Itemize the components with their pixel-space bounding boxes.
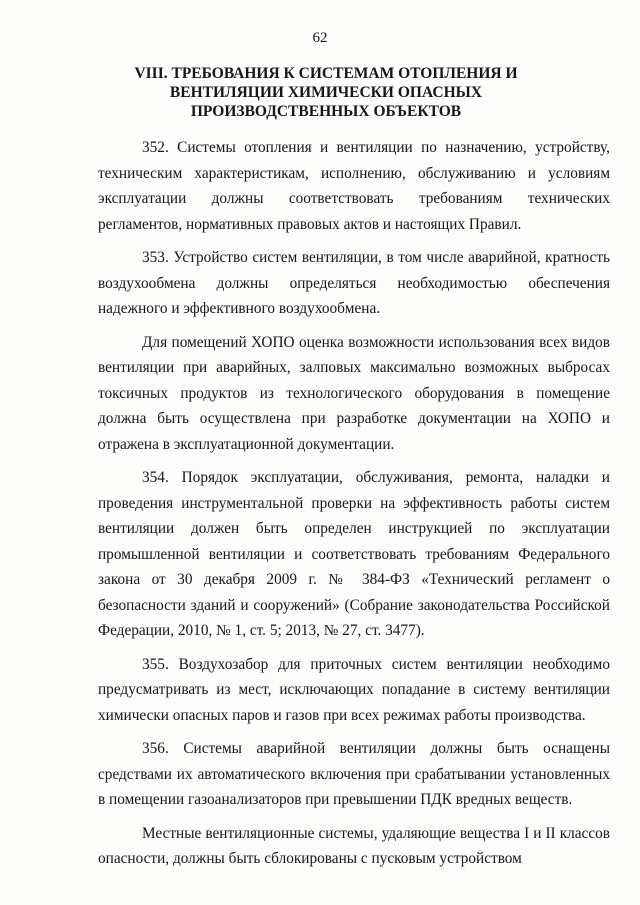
- section-heading: [96, 64, 556, 121]
- paragraph-354: 354. Порядок эксплуатации, обслуживания, ремонта, наладки и проведения инструментальной проверки на эффективность работы систем вентиляции должен быть определен инструкцией по эксплуатации промышленной вентиляции и соответствовать требованиям Федерального закона от 30 декабря 2009 г. № 384-ФЗ «Технический регламент о безопасности зданий и сооружений» (Собрание законодательства Российской Федерации, 2010, № 1, ст. 5; 2013, № 27, ст. 3477).: [98, 469, 610, 639]
- page-number: 62: [312, 30, 328, 46]
- paragraph-352: 352. Системы отопления и вентиляции по назначению, устройству, техническим характеристикам, исполнению, обслуживанию и условиям эксплуатации должны соответствовать требованиям технических регламентов, нормативных правовых актов и настоящих Правил.: [98, 139, 610, 233]
- document-body: [98, 135, 610, 880]
- paragraph-353-ventilation-assessment: Для помещений ХОПО оценка возможности использования всех видов вентиляции при аварийных, залповых максимально возможных выбросах токсичных продуктов из технологического оборудования в помещение должна быть осуществлена при разработке документации на ХОПО и отражена в эксплуатационной документации.: [98, 333, 610, 453]
- paragraph-356-local-ventilation: Местные вентиляционные системы, удаляющие вещества I и II классов опасности, должны быть сблокированы с пусковым устройством: [98, 824, 610, 867]
- paragraph-353: 353. Устройство систем вентиляции, в том числе аварийной, кратность воздухообмена должны определяться необходимостью обеспечения надежного и эффективного воздухообмена.: [98, 249, 610, 317]
- paragraph-355: 355. Воздухозабор для приточных систем вентиляции необходимо предусматривать из мест, исключающих попадание в систему вентиляции химически опасных паров и газов при всех режимах работы производства.: [98, 655, 610, 724]
- section-heading-line-2: ВЕНТИЛЯЦИИ ХИМИЧЕСКИ ОПАСНЫХ: [169, 84, 483, 101]
- section-heading-line-1: VIII. ТРЕБОВАНИЯ К СИСТЕМАМ ОТОПЛЕНИЯ И: [134, 65, 518, 82]
- paragraph-356: 356. Системы аварийной вентиляции должны быть оснащены средствами их автоматического включения при срабатывании установленных в помещении газоанализаторов при превышении ПДК вредных веществ.: [98, 740, 610, 808]
- section-heading-line-3: ПРОИЗВОДСТВЕННЫХ ОБЪЕКТОВ: [190, 103, 462, 120]
